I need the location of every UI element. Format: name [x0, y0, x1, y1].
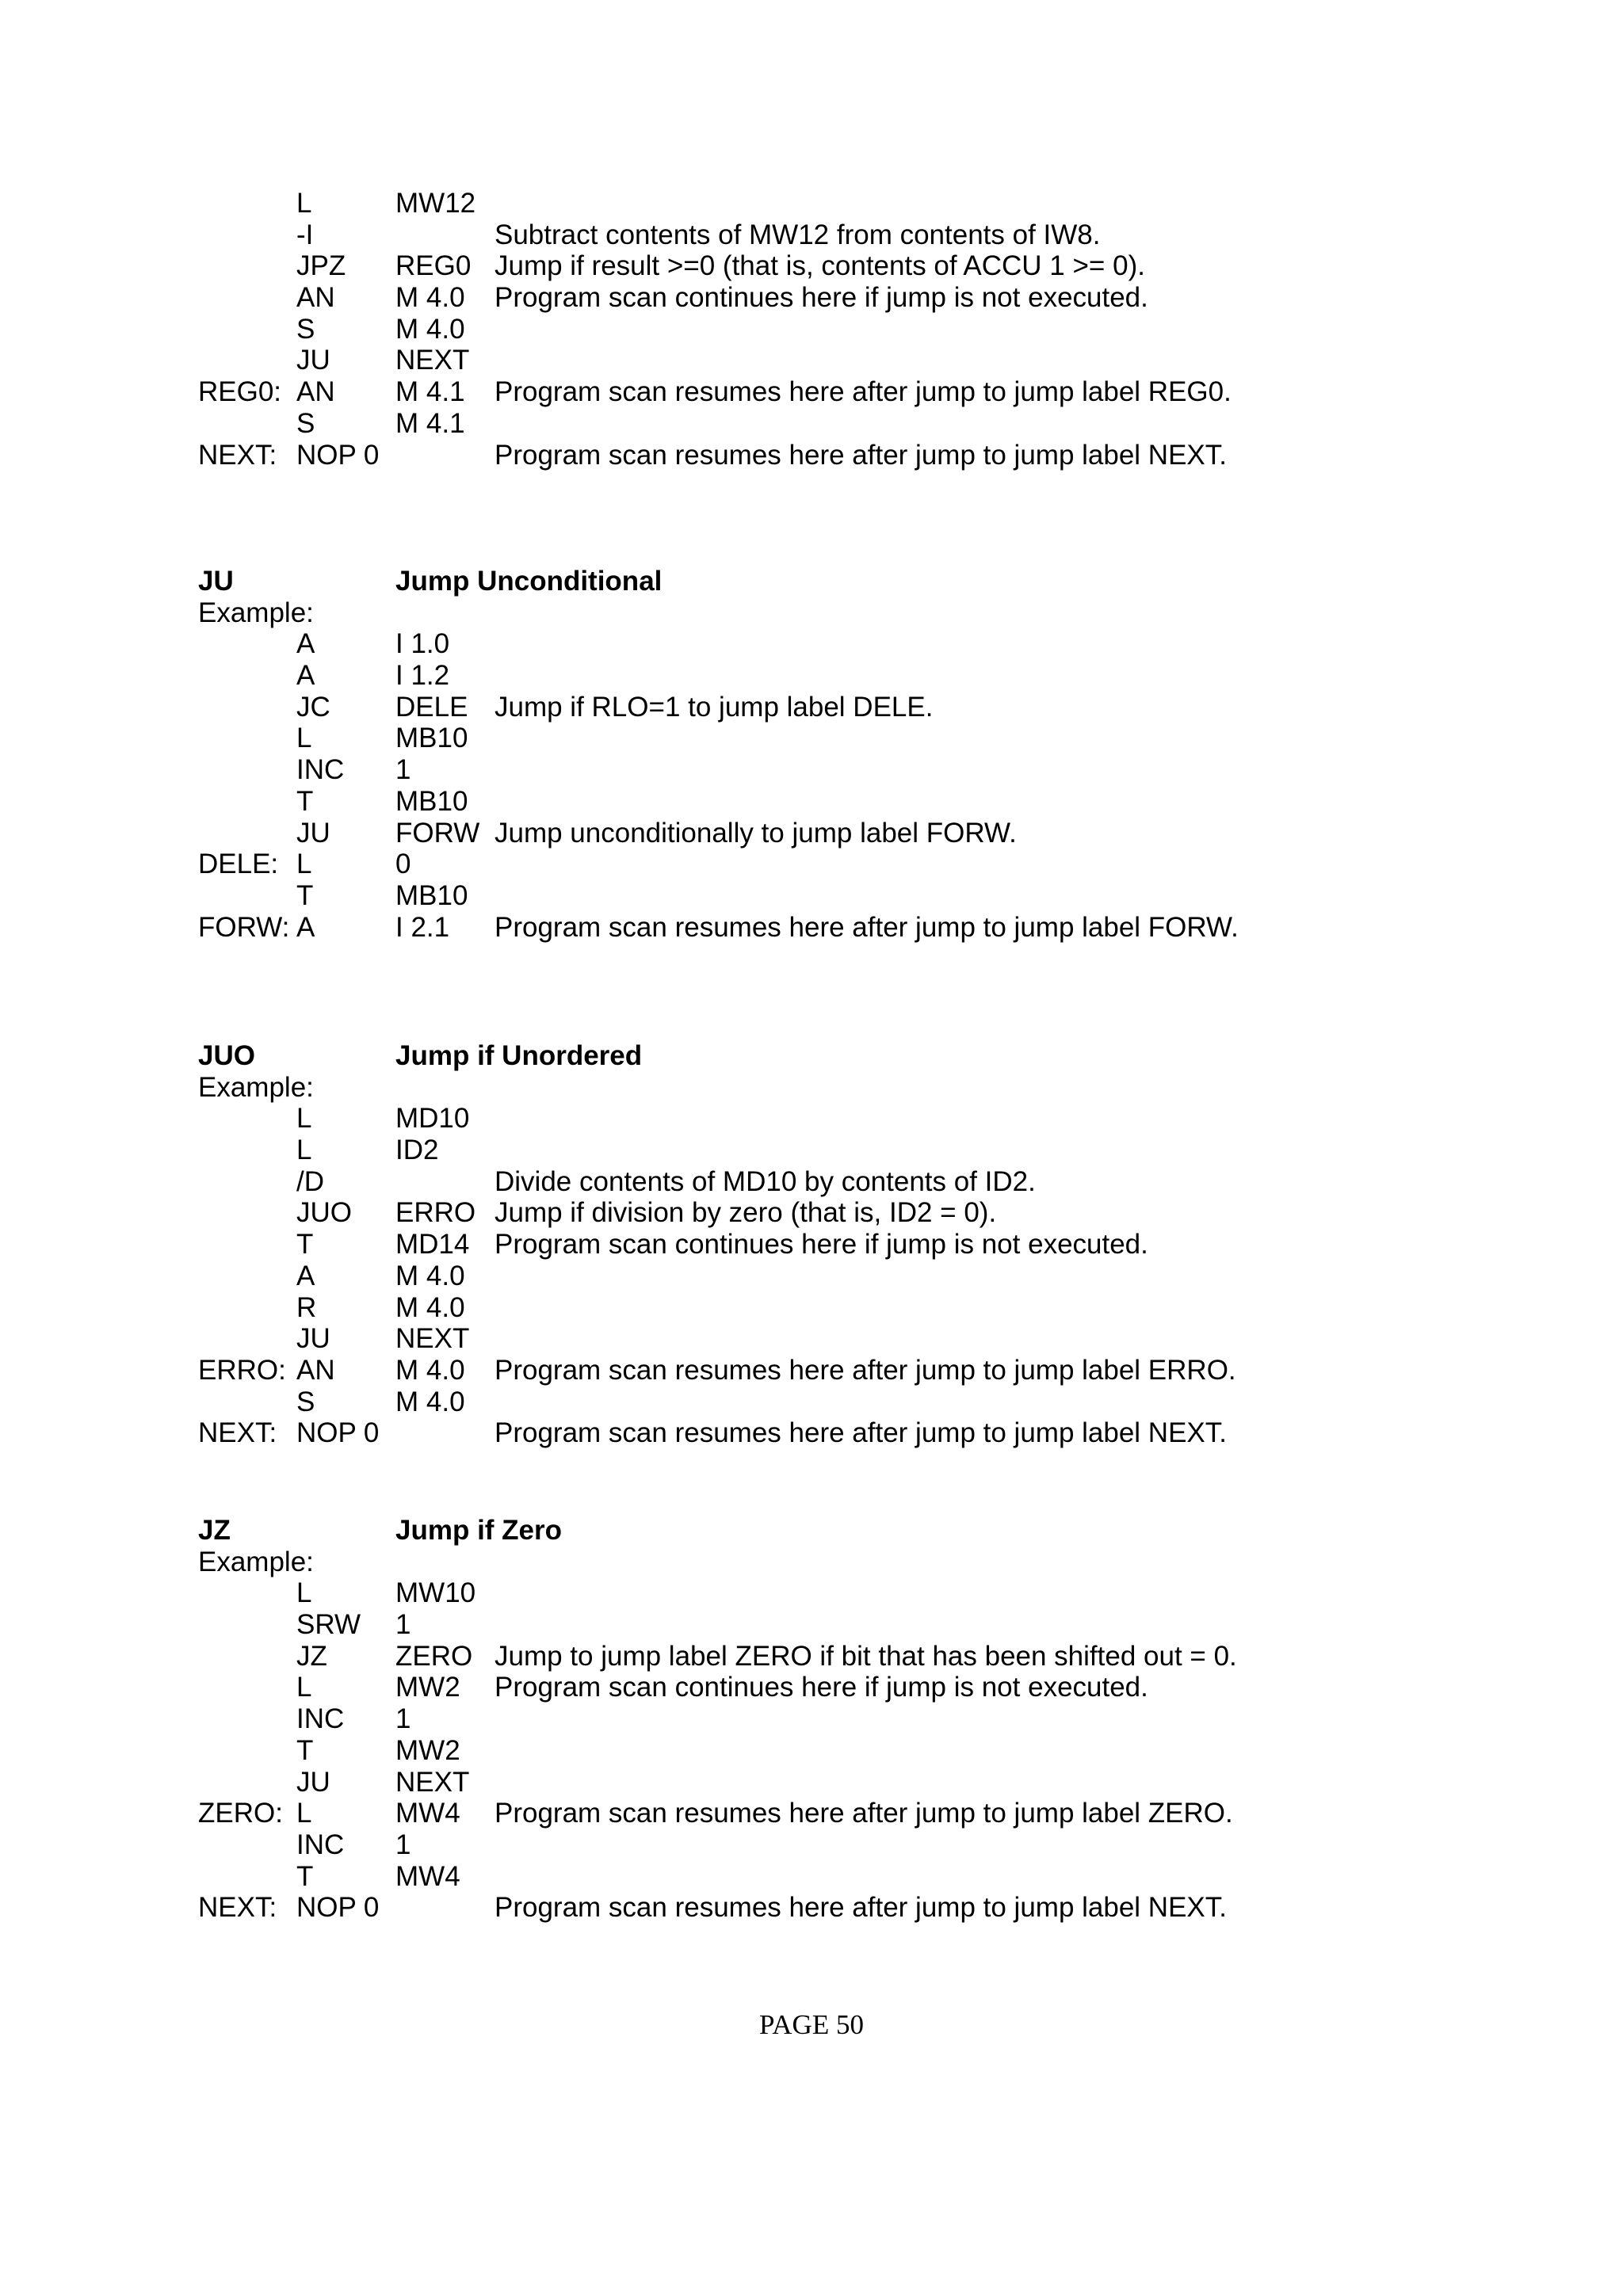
- line-op: L: [296, 1135, 312, 1166]
- line-arg: M 4.0: [395, 1260, 465, 1291]
- section-heading: [0, 566, 1623, 597]
- line-op: A: [296, 628, 315, 660]
- example-label: Example:: [198, 597, 314, 628]
- line-op: S: [296, 313, 315, 345]
- code-line: [0, 1386, 1623, 1418]
- line-op: NOP 0: [296, 439, 380, 471]
- line-op: AN: [296, 1354, 335, 1386]
- code-line: [0, 660, 1623, 692]
- line-arg: 1: [395, 1829, 411, 1860]
- code-line: [0, 1703, 1623, 1735]
- line-arg: M 4.0: [395, 282, 465, 314]
- code-line: [0, 1609, 1623, 1641]
- line-op: NOP 0: [296, 1892, 380, 1924]
- code-line: [0, 818, 1623, 849]
- code-line: [0, 1417, 1623, 1449]
- code-line: [0, 1197, 1623, 1229]
- line-comment: Divide contents of MD10 by contents of ID2.: [495, 1165, 1036, 1197]
- code-line: [0, 345, 1623, 376]
- line-label: NEXT:: [198, 1417, 277, 1449]
- line-arg: NEXT: [395, 1323, 470, 1355]
- code-line: [0, 723, 1623, 754]
- line-op: -I: [296, 219, 314, 250]
- section-heading: [0, 1040, 1623, 1072]
- section-code: JU: [198, 566, 234, 597]
- line-op: INC: [296, 1829, 345, 1860]
- line-arg: MW4: [395, 1798, 460, 1829]
- code-line: [0, 1767, 1623, 1798]
- code-line: [0, 1861, 1623, 1893]
- example-label-line: [0, 597, 1623, 629]
- code-line: [0, 912, 1623, 944]
- line-op: JU: [296, 345, 330, 376]
- line-arg: I 1.0: [395, 628, 450, 660]
- line-arg: MW10: [395, 1577, 476, 1609]
- line-op: /D: [296, 1165, 324, 1197]
- code-line: [0, 1292, 1623, 1324]
- line-op: JU: [296, 817, 330, 849]
- code-line: [0, 1577, 1623, 1609]
- line-op: T: [296, 1734, 314, 1766]
- line-op: AN: [296, 376, 335, 408]
- line-arg: DELE: [395, 691, 468, 723]
- line-op: L: [296, 1672, 312, 1703]
- line-arg: ERRO: [395, 1197, 476, 1229]
- line-comment: Jump to jump label ZERO if bit that has been shifted out = 0.: [495, 1640, 1237, 1672]
- line-op: T: [296, 879, 314, 911]
- line-arg: MW2: [395, 1734, 460, 1766]
- code-line: [0, 628, 1623, 660]
- line-arg: NEXT: [395, 345, 470, 376]
- line-label: NEXT:: [198, 439, 277, 471]
- code-line: [0, 188, 1623, 219]
- line-arg: M 4.1: [395, 407, 465, 439]
- line-op: A: [296, 911, 315, 943]
- line-arg: M 4.1: [395, 376, 465, 408]
- section-juo: [0, 1040, 1623, 1449]
- line-comment: Program scan resumes here after jump to jump label NEXT.: [495, 1417, 1227, 1449]
- code-line: [0, 1323, 1623, 1355]
- line-op: L: [296, 1798, 312, 1829]
- line-comment: Jump if RLO=1 to jump label DELE.: [495, 691, 934, 723]
- line-comment: Program scan resumes here after jump to jump label FORW.: [495, 911, 1239, 943]
- line-op: S: [296, 1386, 315, 1417]
- line-comment: Program scan continues here if jump is not executed.: [495, 1672, 1148, 1703]
- code-line: [0, 1166, 1623, 1198]
- code-line: [0, 1229, 1623, 1261]
- page-number: PAGE 50: [759, 2009, 864, 2040]
- code-line: [0, 408, 1623, 440]
- line-op: JPZ: [296, 250, 346, 282]
- example-label-line: [0, 1072, 1623, 1104]
- code-line: [0, 219, 1623, 251]
- line-arg: M 4.0: [395, 1354, 465, 1386]
- line-arg: 1: [395, 754, 411, 786]
- code-listing-top: [0, 188, 1623, 471]
- code-line: [0, 250, 1623, 282]
- code-line: [0, 1798, 1623, 1829]
- code-line: [0, 849, 1623, 880]
- line-label: ERRO:: [198, 1354, 286, 1386]
- code-line: [0, 880, 1623, 912]
- example-label: Example:: [198, 1071, 314, 1103]
- line-op: R: [296, 1291, 317, 1323]
- line-arg: MD14: [395, 1229, 470, 1261]
- code-line: [0, 754, 1623, 786]
- code-line: [0, 1829, 1623, 1861]
- example-label: Example:: [198, 1546, 314, 1577]
- line-comment: Program scan continues here if jump is not executed.: [495, 282, 1148, 314]
- line-arg: REG0: [395, 250, 472, 282]
- line-op: L: [296, 849, 312, 880]
- line-op: INC: [296, 754, 345, 786]
- line-comment: Jump if division by zero (that is, ID2 = 0).: [495, 1197, 997, 1229]
- section-heading: [0, 1515, 1623, 1547]
- line-op: NOP 0: [296, 1417, 380, 1449]
- line-label: DELE:: [198, 849, 279, 880]
- line-arg: I 2.1: [395, 911, 450, 943]
- code-line: [0, 282, 1623, 314]
- line-comment: Jump unconditionally to jump label FORW.: [495, 817, 1017, 849]
- line-comment: Subtract contents of MW12 from contents of IW8.: [495, 219, 1101, 250]
- line-op: L: [296, 723, 312, 754]
- line-op: INC: [296, 1703, 345, 1735]
- section-code: JZ: [198, 1515, 231, 1546]
- code-line: [0, 1892, 1623, 1924]
- line-op: L: [296, 1103, 312, 1135]
- line-op: JU: [296, 1323, 330, 1355]
- line-label: ZERO:: [198, 1798, 283, 1829]
- line-comment: Jump if result >=0 (that is, contents of ACCU 1 >= 0).: [495, 250, 1145, 282]
- code-line: [0, 376, 1623, 408]
- line-op: A: [296, 660, 315, 692]
- code-line: [0, 1672, 1623, 1703]
- line-arg: M 4.0: [395, 1386, 465, 1417]
- line-arg: M 4.0: [395, 313, 465, 345]
- line-op: L: [296, 188, 312, 219]
- line-op: AN: [296, 282, 335, 314]
- line-comment: Program scan resumes here after jump to jump label ERRO.: [495, 1354, 1236, 1386]
- line-arg: MB10: [395, 879, 468, 911]
- section-title: Jump Unconditional: [395, 566, 663, 597]
- line-arg: MW12: [395, 188, 476, 219]
- line-arg: MW2: [395, 1672, 460, 1703]
- line-op: T: [296, 785, 314, 817]
- code-line: [0, 1641, 1623, 1672]
- line-arg: MB10: [395, 785, 468, 817]
- section-jz: [0, 1515, 1623, 1924]
- line-comment: Program scan resumes here after jump to jump label NEXT.: [495, 1892, 1227, 1924]
- line-arg: NEXT: [395, 1766, 470, 1798]
- example-label-line: [0, 1547, 1623, 1578]
- line-arg: 1: [395, 1609, 411, 1641]
- line-label: REG0:: [198, 376, 282, 408]
- line-op: SRW: [296, 1609, 361, 1641]
- section-code: JUO: [198, 1040, 255, 1071]
- code-line: [0, 1735, 1623, 1767]
- code-line: [0, 786, 1623, 818]
- line-comment: Program scan resumes here after jump to jump label ZERO.: [495, 1798, 1233, 1829]
- line-op: JZ: [296, 1640, 327, 1672]
- line-op: S: [296, 407, 315, 439]
- code-line: [0, 1261, 1623, 1292]
- line-arg: I 1.2: [395, 660, 450, 692]
- line-arg: 1: [395, 1703, 411, 1735]
- section-title: Jump if Zero: [395, 1515, 563, 1546]
- line-label: FORW:: [198, 911, 290, 943]
- line-label: NEXT:: [198, 1892, 277, 1924]
- line-op: T: [296, 1860, 314, 1892]
- line-arg: ID2: [395, 1135, 439, 1166]
- code-line: [0, 314, 1623, 345]
- line-comment: Program scan resumes here after jump to jump label NEXT.: [495, 439, 1227, 471]
- line-op: L: [296, 1577, 312, 1609]
- line-arg: M 4.0: [395, 1291, 465, 1323]
- code-line: [0, 692, 1623, 723]
- line-op: JU: [296, 1766, 330, 1798]
- line-arg: MD10: [395, 1103, 470, 1135]
- section-ju: [0, 566, 1623, 943]
- line-op: T: [296, 1229, 314, 1261]
- line-arg: MW4: [395, 1860, 460, 1892]
- code-line: [0, 1135, 1623, 1166]
- line-arg: 0: [395, 849, 411, 880]
- line-arg: MB10: [395, 723, 468, 754]
- line-op: A: [296, 1260, 315, 1291]
- line-op: JUO: [296, 1197, 352, 1229]
- section-title: Jump if Unordered: [395, 1040, 643, 1071]
- line-arg: ZERO: [395, 1640, 473, 1672]
- code-line: [0, 1355, 1623, 1386]
- code-line: [0, 1103, 1623, 1135]
- line-op: JC: [296, 691, 330, 723]
- line-arg: FORW: [395, 817, 480, 849]
- code-line: [0, 440, 1623, 471]
- line-comment: Program scan continues here if jump is not executed.: [495, 1229, 1148, 1261]
- line-comment: Program scan resumes here after jump to jump label REG0.: [495, 376, 1232, 408]
